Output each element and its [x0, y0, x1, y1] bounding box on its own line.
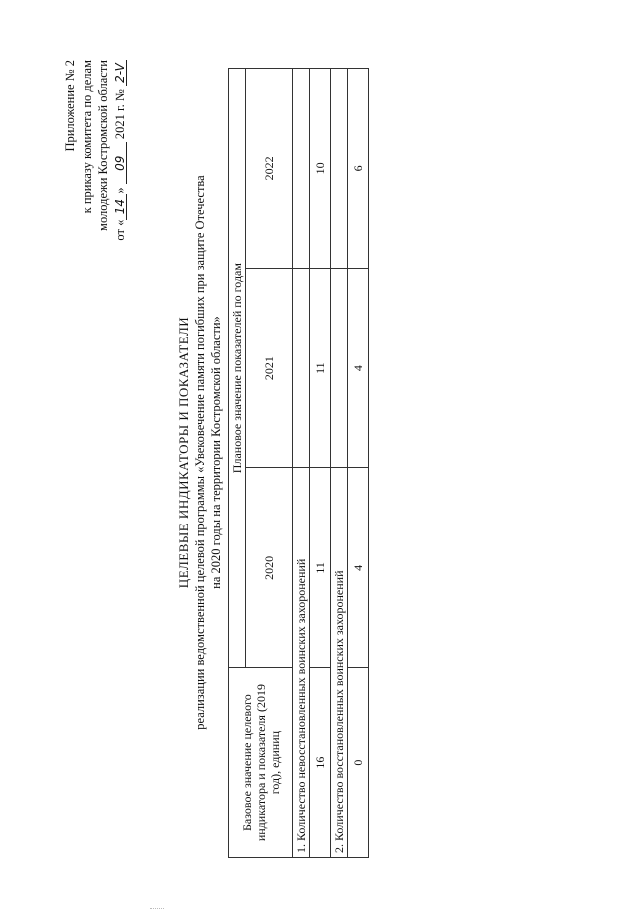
section-row	[293, 69, 310, 858]
year-2020: 2020	[246, 468, 293, 668]
date-prefix: от «	[112, 219, 127, 241]
handwritten-month: 09	[114, 142, 127, 184]
value-2020: 4	[348, 468, 369, 668]
appendix-committee-line: молодежи Костромской области	[96, 60, 110, 231]
table-row	[348, 69, 369, 858]
value-2022: 6	[348, 69, 369, 269]
year-2021: 2021	[246, 268, 293, 468]
document-subtitle-2: на 2020 годы на территории Костромской области»	[209, 316, 223, 589]
document-title: ЦЕЛЕВЫЕ ИНДИКАТОРЫ И ПОКАЗАТЕЛИ	[176, 316, 191, 589]
appendix-date-line	[112, 60, 129, 241]
year-2022: 2022	[246, 69, 293, 269]
document-subtitle: реализации ведомственной целевой программы «Увековечение памяти погибших при защите Отечества	[193, 175, 207, 730]
appendix-block	[62, 60, 128, 241]
value-2020: 11	[310, 468, 331, 668]
base-value: 16	[310, 668, 331, 858]
table-row	[310, 69, 331, 858]
base-value: 0	[348, 668, 369, 858]
appendix-order-line: к приказу комитета по делам	[79, 60, 94, 214]
handwritten-number: 2-V	[114, 60, 127, 86]
section-row	[331, 69, 348, 858]
document-heading	[176, 0, 224, 905]
section-label: 2. Количество восстановленных воинских захоронений	[331, 468, 348, 858]
section-label: 1. Количество невосстановленных воинских захоронений	[293, 468, 310, 858]
date-mid: »	[112, 184, 127, 194]
indicators-table	[228, 68, 369, 858]
handwritten-day: 14	[114, 194, 127, 220]
value-2021: 11	[310, 268, 331, 468]
plan-header: Плановое значение показателей по годам	[229, 69, 246, 668]
base-value-header: Базовое значение целевого индикатора и показателя (2019 год), единиц	[229, 668, 293, 858]
appendix-number: Приложение № 2	[63, 60, 77, 152]
value-2021: 4	[348, 268, 369, 468]
date-year: 2021 г. №	[112, 86, 127, 143]
table-header-row	[229, 69, 246, 858]
value-2022: 10	[310, 69, 331, 269]
